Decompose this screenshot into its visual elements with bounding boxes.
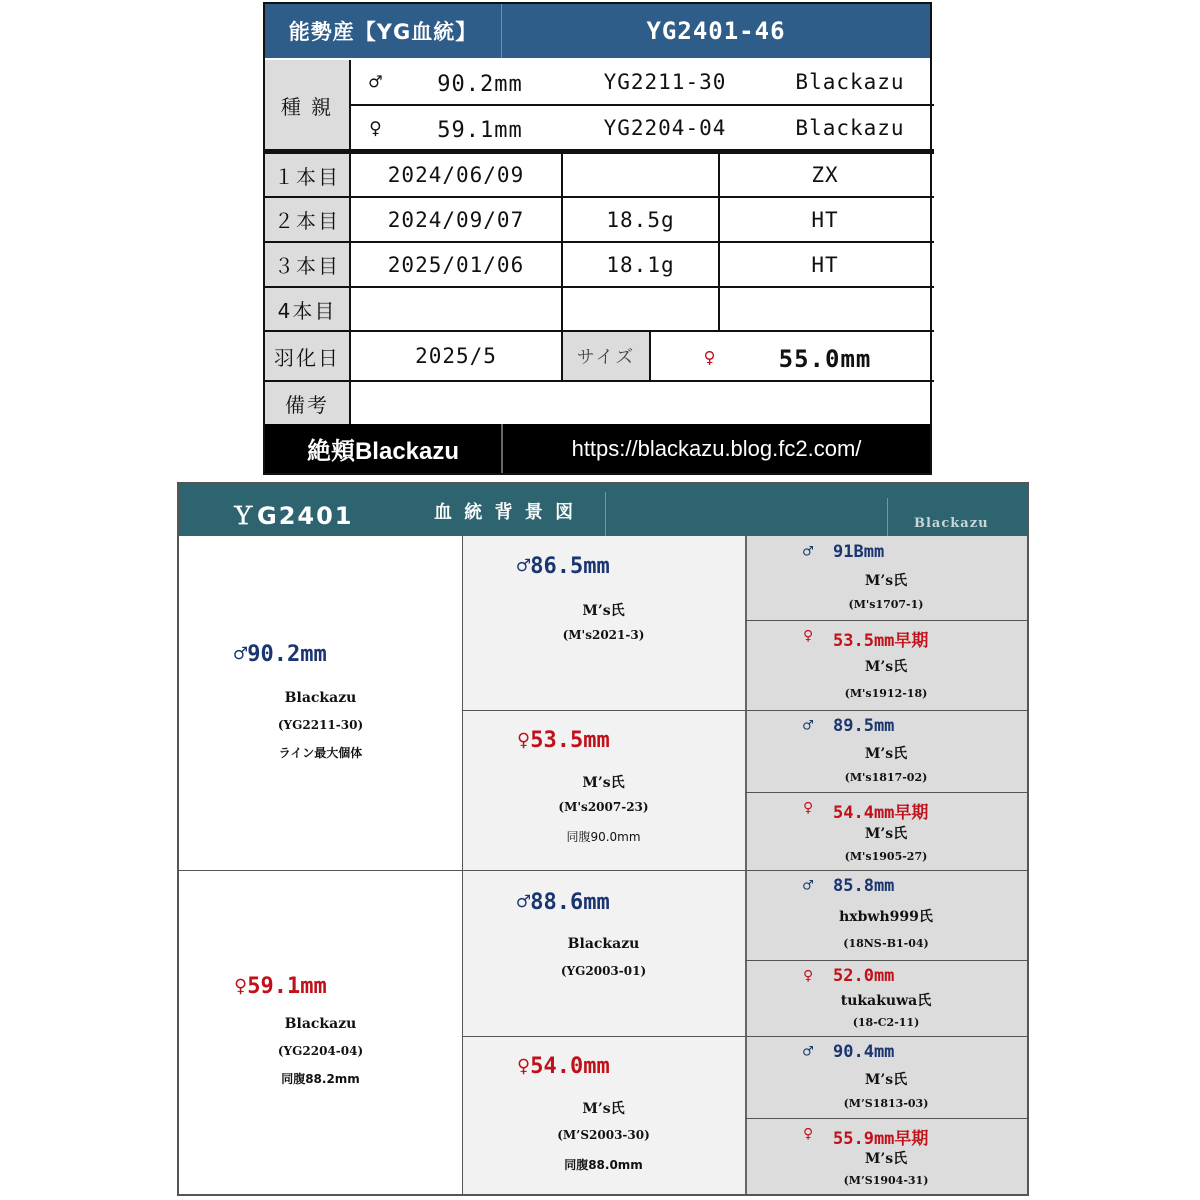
gen2-sire-sire [462, 536, 745, 710]
gen3-ancestor [745, 792, 1027, 870]
gen3-breeder: M’s氏 [864, 1072, 908, 1088]
gen1-sire-breeder: Blackazu [284, 690, 357, 706]
gen3-sex-icon: ♂ [803, 1042, 814, 1062]
gen3-size: 53.5mm早期 [833, 631, 929, 651]
gen3-size: 55.9mm早期 [833, 1129, 929, 1149]
gen3-sex-icon: ♂ [803, 876, 814, 896]
footer-brand: 絶頬Blackazu [265, 424, 501, 473]
gen1-sire-note: ライン最大個体 [278, 746, 363, 760]
card-header-id: YG2401-46 [501, 4, 930, 58]
gen2-dam-dam [462, 1036, 745, 1194]
pedigree-title: ＹG2401 [231, 502, 354, 530]
gen2-2-size: ♂88.6mm [517, 890, 610, 915]
gen2-1-size: ♀53.5mm [517, 728, 610, 753]
sire-size: 90.2mm [437, 71, 523, 97]
gen3-size: 91Bmm [833, 542, 885, 562]
pedigree-brand: Blackazu [914, 516, 989, 531]
gen2-0-breeder: M’s氏 [582, 603, 625, 619]
gen2-1-id: (M's2007-23) [558, 800, 649, 814]
gen3-size: 89.5mm [833, 716, 895, 736]
emergence-date: 2025/5 [415, 344, 497, 368]
bottle-4-weight [563, 288, 718, 330]
gen1-dam-id: (YG2204-04) [277, 1044, 364, 1058]
gen3-breeder: M’s氏 [864, 1151, 908, 1167]
gen3-size: 85.8mm [833, 876, 895, 896]
gen2-1-note: 同腹90.0mm [566, 830, 641, 844]
bottle-3-type: HT [811, 252, 839, 277]
bottle-3-label: ３本目 [265, 243, 349, 286]
card-header-title: 能勢産【YG血統】 [265, 4, 501, 58]
gen2-3-note: 同腹88.0mm [564, 1158, 643, 1172]
gen3-sex-icon: ♀ [803, 626, 814, 646]
gen3-sex-icon: ♀ [803, 966, 814, 986]
bottle-1-label: １本目 [265, 154, 349, 196]
gen2-0-size: ♂86.5mm [517, 554, 610, 579]
gen3-breeder: hxbwh999氏 [839, 909, 933, 925]
gen1-dam-note: 同腹88.2mm [281, 1072, 360, 1086]
notes-label: 備考 [265, 382, 349, 424]
gen3-ancestor [745, 620, 1027, 710]
pedigree-chart [177, 482, 1029, 1196]
gen3-ancestor [745, 536, 1027, 620]
bottle-2-weight: 18.5g [606, 207, 675, 232]
bottle-2-date: 2024/09/07 [387, 207, 525, 232]
gen3-size: 54.4mm早期 [833, 803, 929, 823]
sire-id: YG2211-30 [603, 70, 727, 94]
gen2-sire-dam [462, 710, 745, 870]
gen2-2-breeder: Blackazu [567, 936, 640, 952]
gen1-sire [179, 536, 462, 870]
gen3-id: (18-C2-11) [852, 1016, 920, 1029]
gen2-3-id: (M’S2003-30) [557, 1128, 650, 1142]
size-symbol: ♀ [703, 345, 717, 369]
gen3-id: (M's1905-27) [844, 850, 928, 863]
gen3-ancestor [745, 1036, 1027, 1118]
gen3-id: (M’S1904-31) [843, 1174, 929, 1187]
gen3-id: (M's1707-1) [848, 598, 924, 611]
gen3-id: (M's1912-18) [844, 687, 928, 700]
gen3-sex-icon: ♂ [803, 716, 814, 736]
size-value: 55.0mm [778, 345, 872, 373]
gen3-breeder: M’s氏 [864, 573, 908, 589]
gen2-1-breeder: M’s氏 [582, 775, 625, 791]
gen3-id: (M's1817-02) [844, 771, 928, 784]
gen2-0-id: (M's2021-3) [562, 628, 645, 642]
gen3-id: (M’S1813-03) [843, 1097, 929, 1110]
bottle-3-date: 2025/01/06 [387, 252, 525, 277]
gen3-sex-icon: ♀ [803, 798, 814, 818]
bottle-1-date: 2024/06/09 [387, 163, 525, 187]
gen3-ancestor [745, 710, 1027, 792]
gen3-breeder: M’s氏 [864, 659, 908, 675]
bottle-3-weight: 18.1g [606, 252, 675, 277]
bottle-4-date [351, 288, 561, 330]
emergence-label: 羽化日 [265, 332, 349, 380]
gen2-2-id: (YG2003-01) [560, 964, 647, 978]
bottle-2-label: ２本目 [265, 198, 349, 241]
dam-id: YG2204-04 [603, 116, 727, 140]
gen2-3-breeder: M’s氏 [582, 1101, 625, 1117]
gen1-dam [179, 870, 462, 1194]
gen1-sire-id: (YG2211-30) [277, 718, 364, 732]
dam-symbol: ♀ [369, 116, 383, 140]
gen2-3-size: ♀54.0mm [517, 1054, 610, 1079]
gen3-ancestor [745, 870, 1027, 960]
gen3-sex-icon: ♂ [803, 542, 814, 562]
gen3-ancestor [745, 960, 1027, 1036]
size-label: サイズ [563, 332, 649, 380]
footer-url[interactable]: https://blackazu.blog.fc2.com/ [501, 424, 930, 473]
gen3-size: 52.0mm [833, 966, 895, 986]
gen1-dam-breeder: Blackazu [284, 1016, 357, 1032]
dam-breeder: Blackazu [795, 116, 905, 140]
gen3-breeder: tukakuwa氏 [840, 993, 932, 1009]
bottle-4-type [720, 288, 930, 330]
sire-breeder: Blackazu [795, 70, 905, 94]
dam-size: 59.1mm [437, 117, 523, 143]
gen3-sex-icon: ♀ [803, 1124, 814, 1144]
gen3-breeder: M’s氏 [864, 746, 908, 762]
gen3-size: 90.4mm [833, 1042, 895, 1062]
gen3-ancestor [745, 1118, 1027, 1194]
pedigree-subtitle: 血 統 背 景 図 [434, 502, 577, 523]
gen3-id: (18NS-B1-04) [843, 937, 929, 950]
bottle-2-type: HT [811, 207, 839, 232]
parents-label: 種 親 [265, 60, 349, 150]
bottle-1-type: ZX [811, 163, 839, 187]
gen1-sire-size: ♂90.2mm [234, 642, 327, 667]
bottle-1-weight [563, 154, 718, 196]
bottle-4-label: 4本目 [265, 288, 349, 330]
gen3-breeder: M’s氏 [864, 826, 908, 842]
gen2-dam-sire [462, 870, 745, 1036]
gen1-dam-size: ♀59.1mm [234, 974, 327, 999]
notes-value [351, 382, 930, 424]
sire-symbol: ♂ [369, 70, 383, 94]
breeding-card [263, 2, 932, 475]
